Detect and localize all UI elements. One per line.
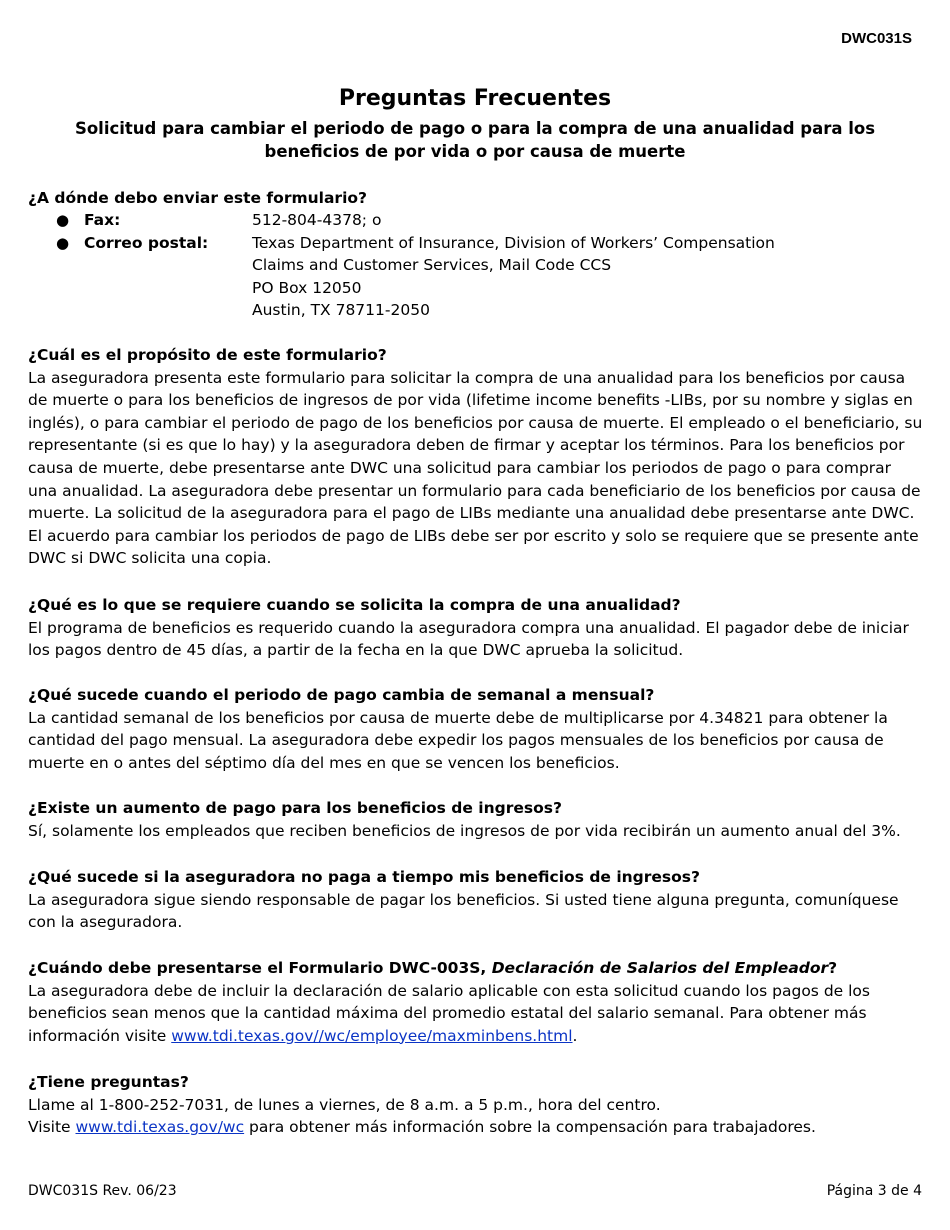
page-title: Preguntas Frecuentes: [338, 86, 612, 111]
visit-suffix: para obtener más información sobre la compensación para trabajadores.: [244, 1118, 816, 1137]
mail-line: Texas Department of Insurance, Division of Workers’ Compensation: [252, 233, 775, 252]
late-answer: La aseguradora sigue siendo responsable de pagar los beneficios. Si usted tiene alguna pregunta, comuníquese con la aseguradora.: [28, 890, 899, 932]
monthly-question: ¿Qué sucede cuando el periodo de pago cambia de semanal a mensual?: [28, 686, 655, 704]
monthly-answer: La cantidad semanal de los beneficios por causa de muerte debe de multiplicarse por 4.34821 para obtener la cantidad del pago mensual. La aseguradora debe expedir los pagos mensuales de los beneficios por causa de muerte en o antes del séptimo día del mes en que se vencen los beneficios.: [28, 708, 888, 772]
dwc003-question-prefix: ¿Cuándo debe presentarse el Formulario DWC-003S,: [28, 959, 492, 977]
fax-value: 512-804-4378; o: [252, 211, 382, 229]
mail-line: Austin, TX 78711-2050: [252, 301, 430, 320]
mail-item: [56, 232, 906, 255]
mail-line: PO Box 12050: [252, 278, 362, 297]
bullet-icon: ●: [56, 211, 70, 229]
purpose-section: [28, 344, 923, 570]
visit-prefix: Visite: [28, 1118, 76, 1137]
late-question: ¿Qué sucede si la aseguradora no paga a tiempo mis beneficios de ingresos?: [28, 868, 701, 886]
send-section: [28, 187, 923, 210]
form-code: DWC031S: [841, 30, 912, 47]
purpose-question: ¿Cuál es el propósito de este formulario?: [28, 346, 387, 364]
dwc003-answer-end: .: [572, 1026, 578, 1045]
contact-list: [56, 209, 906, 322]
late-section: [28, 866, 923, 934]
fax-item: [56, 209, 906, 232]
bullet-icon: ●: [56, 233, 70, 252]
dwc003-question: [28, 957, 923, 980]
maxminbens-link[interactable]: www.tdi.texas.gov//wc/employee/maxminbens.html: [171, 1026, 573, 1045]
questions-section: [28, 1071, 923, 1139]
footer-page-number: Página 3 de 4: [826, 1183, 922, 1199]
increase-answer: Sí, solamente los empleados que reciben beneficios de ingresos de por vida recibirán un aumento anual del 3%.: [28, 821, 901, 840]
dwc003-answer: [28, 980, 923, 1048]
annuity-question: ¿Qué es lo que se requiere cuando se solicita la compra de una anualidad?: [28, 596, 681, 614]
send-question: ¿A dónde debo enviar este formulario?: [28, 189, 368, 207]
questions-phone-line: Llame al 1-800-252-7031, de lunes a viernes, de 8 a.m. a 5 p.m., hora del centro.: [28, 1095, 661, 1114]
footer-revision: DWC031S Rev. 06/23: [28, 1183, 177, 1199]
monthly-section: [28, 684, 923, 774]
dwc003-answer-text: La aseguradora debe de incluir la declaración de salario aplicable con esta solicitud cuando los pagos de los beneficios sean menos que la cantidad máxima del promedio estatal del salario semanal. Para obtener más información visite: [28, 981, 870, 1045]
annuity-section: [28, 594, 923, 662]
page-subtitle: Solicitud para cambiar el periodo de pago o para la compra de una anualidad para los beneficios de por vida o por causa de muerte: [74, 119, 876, 161]
mail-label: Correo postal:: [84, 233, 209, 252]
annuity-answer: El programa de beneficios es requerido cuando la aseguradora compra una anualidad. El pagador debe de iniciar los pagos dentro de 45 días, a partir de la fecha en la que DWC aprueba la solicitud.: [28, 618, 909, 660]
purpose-answer: La aseguradora presenta este formulario para solicitar la compra de una anualidad para los beneficios por causa de muerte o para los beneficios de ingresos de por vida (lifetime income benefits -LIBs, por su nombre y siglas en inglés), o para cambiar el periodo de pago de los beneficios por causa de muerte. El empleado o el beneficiario, su representante (si es que lo hay) y la aseguradora deben de firmar y aceptar los términos. Para los beneficios por causa de muerte, debe presentarse ante DWC una solicitud para cambiar los periodos de pago o para comprar una anualidad. La aseguradora debe presentar un formulario para cada beneficiario de los beneficios por causa de muerte. La solicitud de la aseguradora para el pago de LIBs mediante una anualidad debe presentarse ante DWC. El acuerdo para cambiar los periodos de pago de LIBs debe ser por escrito y solo se requiere que se presente ante DWC si DWC solicita una copia.: [28, 368, 923, 568]
dwc003-question-italic: Declaración de Salarios del Empleador: [491, 959, 829, 977]
fax-label: Fax:: [84, 211, 121, 229]
increase-section: [28, 797, 923, 842]
dwc003-question-suffix: ?: [828, 959, 838, 977]
mail-line: Claims and Customer Services, Mail Code CCS: [252, 256, 612, 275]
dwc003-section: [28, 957, 923, 1047]
questions-question: ¿Tiene preguntas?: [28, 1073, 189, 1091]
tdi-wc-link[interactable]: www.tdi.texas.gov/wc: [75, 1118, 245, 1137]
increase-question: ¿Existe un aumento de pago para los beneficios de ingresos?: [28, 799, 562, 817]
questions-visit-line: [28, 1116, 923, 1139]
